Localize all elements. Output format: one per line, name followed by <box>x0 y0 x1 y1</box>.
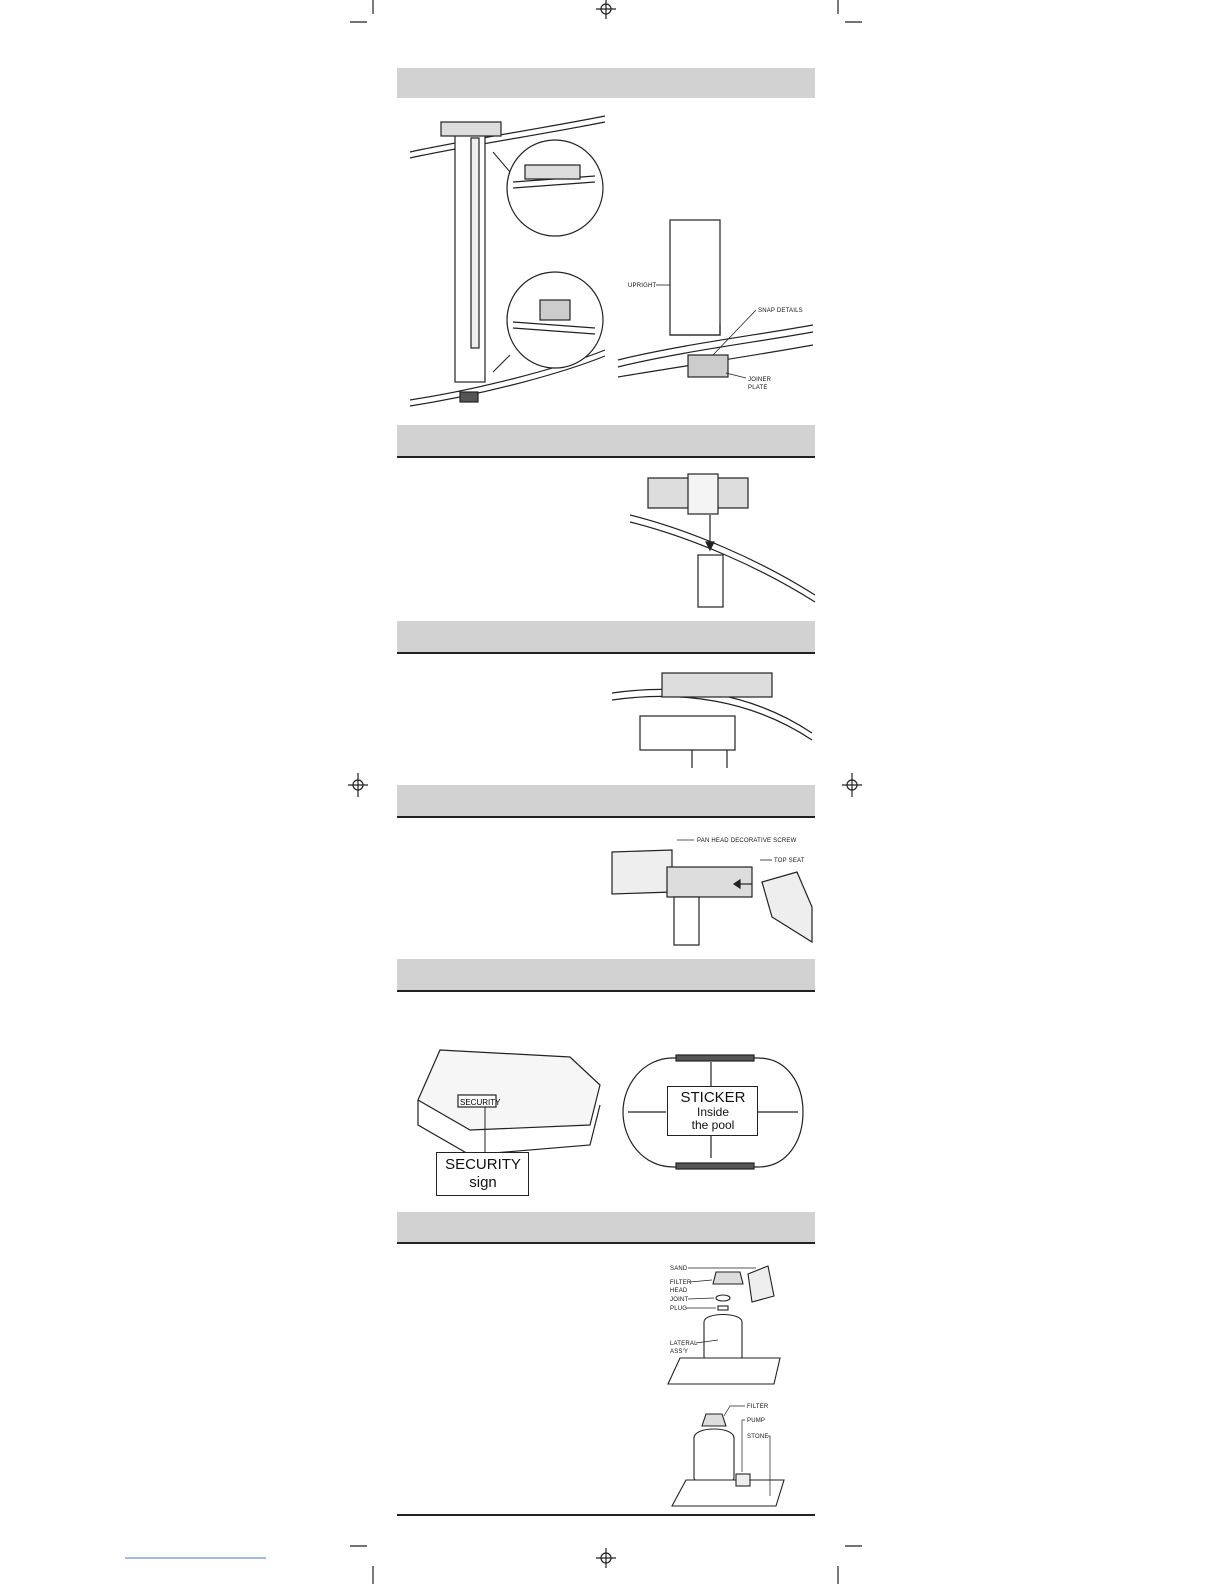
joiner-plate-illustration <box>618 215 818 400</box>
section-rule-3 <box>397 652 815 654</box>
upright-assembly-illustration <box>405 110 605 410</box>
sticker-line1: Inside <box>696 1105 730 1119</box>
top-plate-illustration <box>630 470 820 610</box>
section-rule-6 <box>397 1242 815 1244</box>
security-sign-line2: sign <box>469 1174 497 1191</box>
joint-label: JOINT <box>670 1297 689 1303</box>
section-rule-4 <box>397 816 815 818</box>
security-panel-text: SECURITY <box>460 1098 501 1107</box>
filter-pump-illustration <box>672 1400 792 1510</box>
snap-details-label: SNAP DETAILS <box>758 308 803 314</box>
top-cover-illustration <box>612 668 817 768</box>
filter-head-label-1: FILTER <box>670 1280 692 1286</box>
pump-label: PUMP <box>747 1418 766 1424</box>
section-header-5 <box>397 959 815 990</box>
pan-head-screw-label: PAN HEAD DECORATIVE SCREW <box>697 838 797 844</box>
top-seat-illustration <box>612 832 817 947</box>
sand-label: SAND <box>670 1266 688 1272</box>
plug-label: PLUG <box>670 1306 688 1312</box>
section-header-4 <box>397 785 815 816</box>
lateral-label-1: LATERAL <box>670 1341 698 1347</box>
security-sign-line1: SECURITY <box>445 1156 521 1173</box>
section-header-6 <box>397 1212 815 1242</box>
bottom-rule <box>397 1514 815 1516</box>
section-header-1 <box>397 68 815 98</box>
sticker-title: STICKER <box>680 1089 746 1106</box>
filter-head-label-2: HEAD <box>670 1288 688 1294</box>
filter-label: FILTER <box>747 1404 769 1410</box>
section-rule-5 <box>397 990 815 992</box>
lateral-label-2: ASS'Y <box>670 1349 689 1355</box>
section-header-2 <box>397 425 815 456</box>
section-header-3 <box>397 621 815 652</box>
upright-label: UPRIGHT <box>628 283 657 289</box>
joiner-plate-label-1: JOINER <box>748 377 772 383</box>
sand-filter-illustration <box>668 1262 788 1387</box>
sticker-line2: the pool <box>691 1118 735 1132</box>
section-rule-2 <box>397 456 815 458</box>
joiner-plate-label-2: PLATE <box>748 385 768 391</box>
stone-label: STONE <box>747 1434 769 1440</box>
top-seat-label: TOP SEAT <box>774 858 805 864</box>
